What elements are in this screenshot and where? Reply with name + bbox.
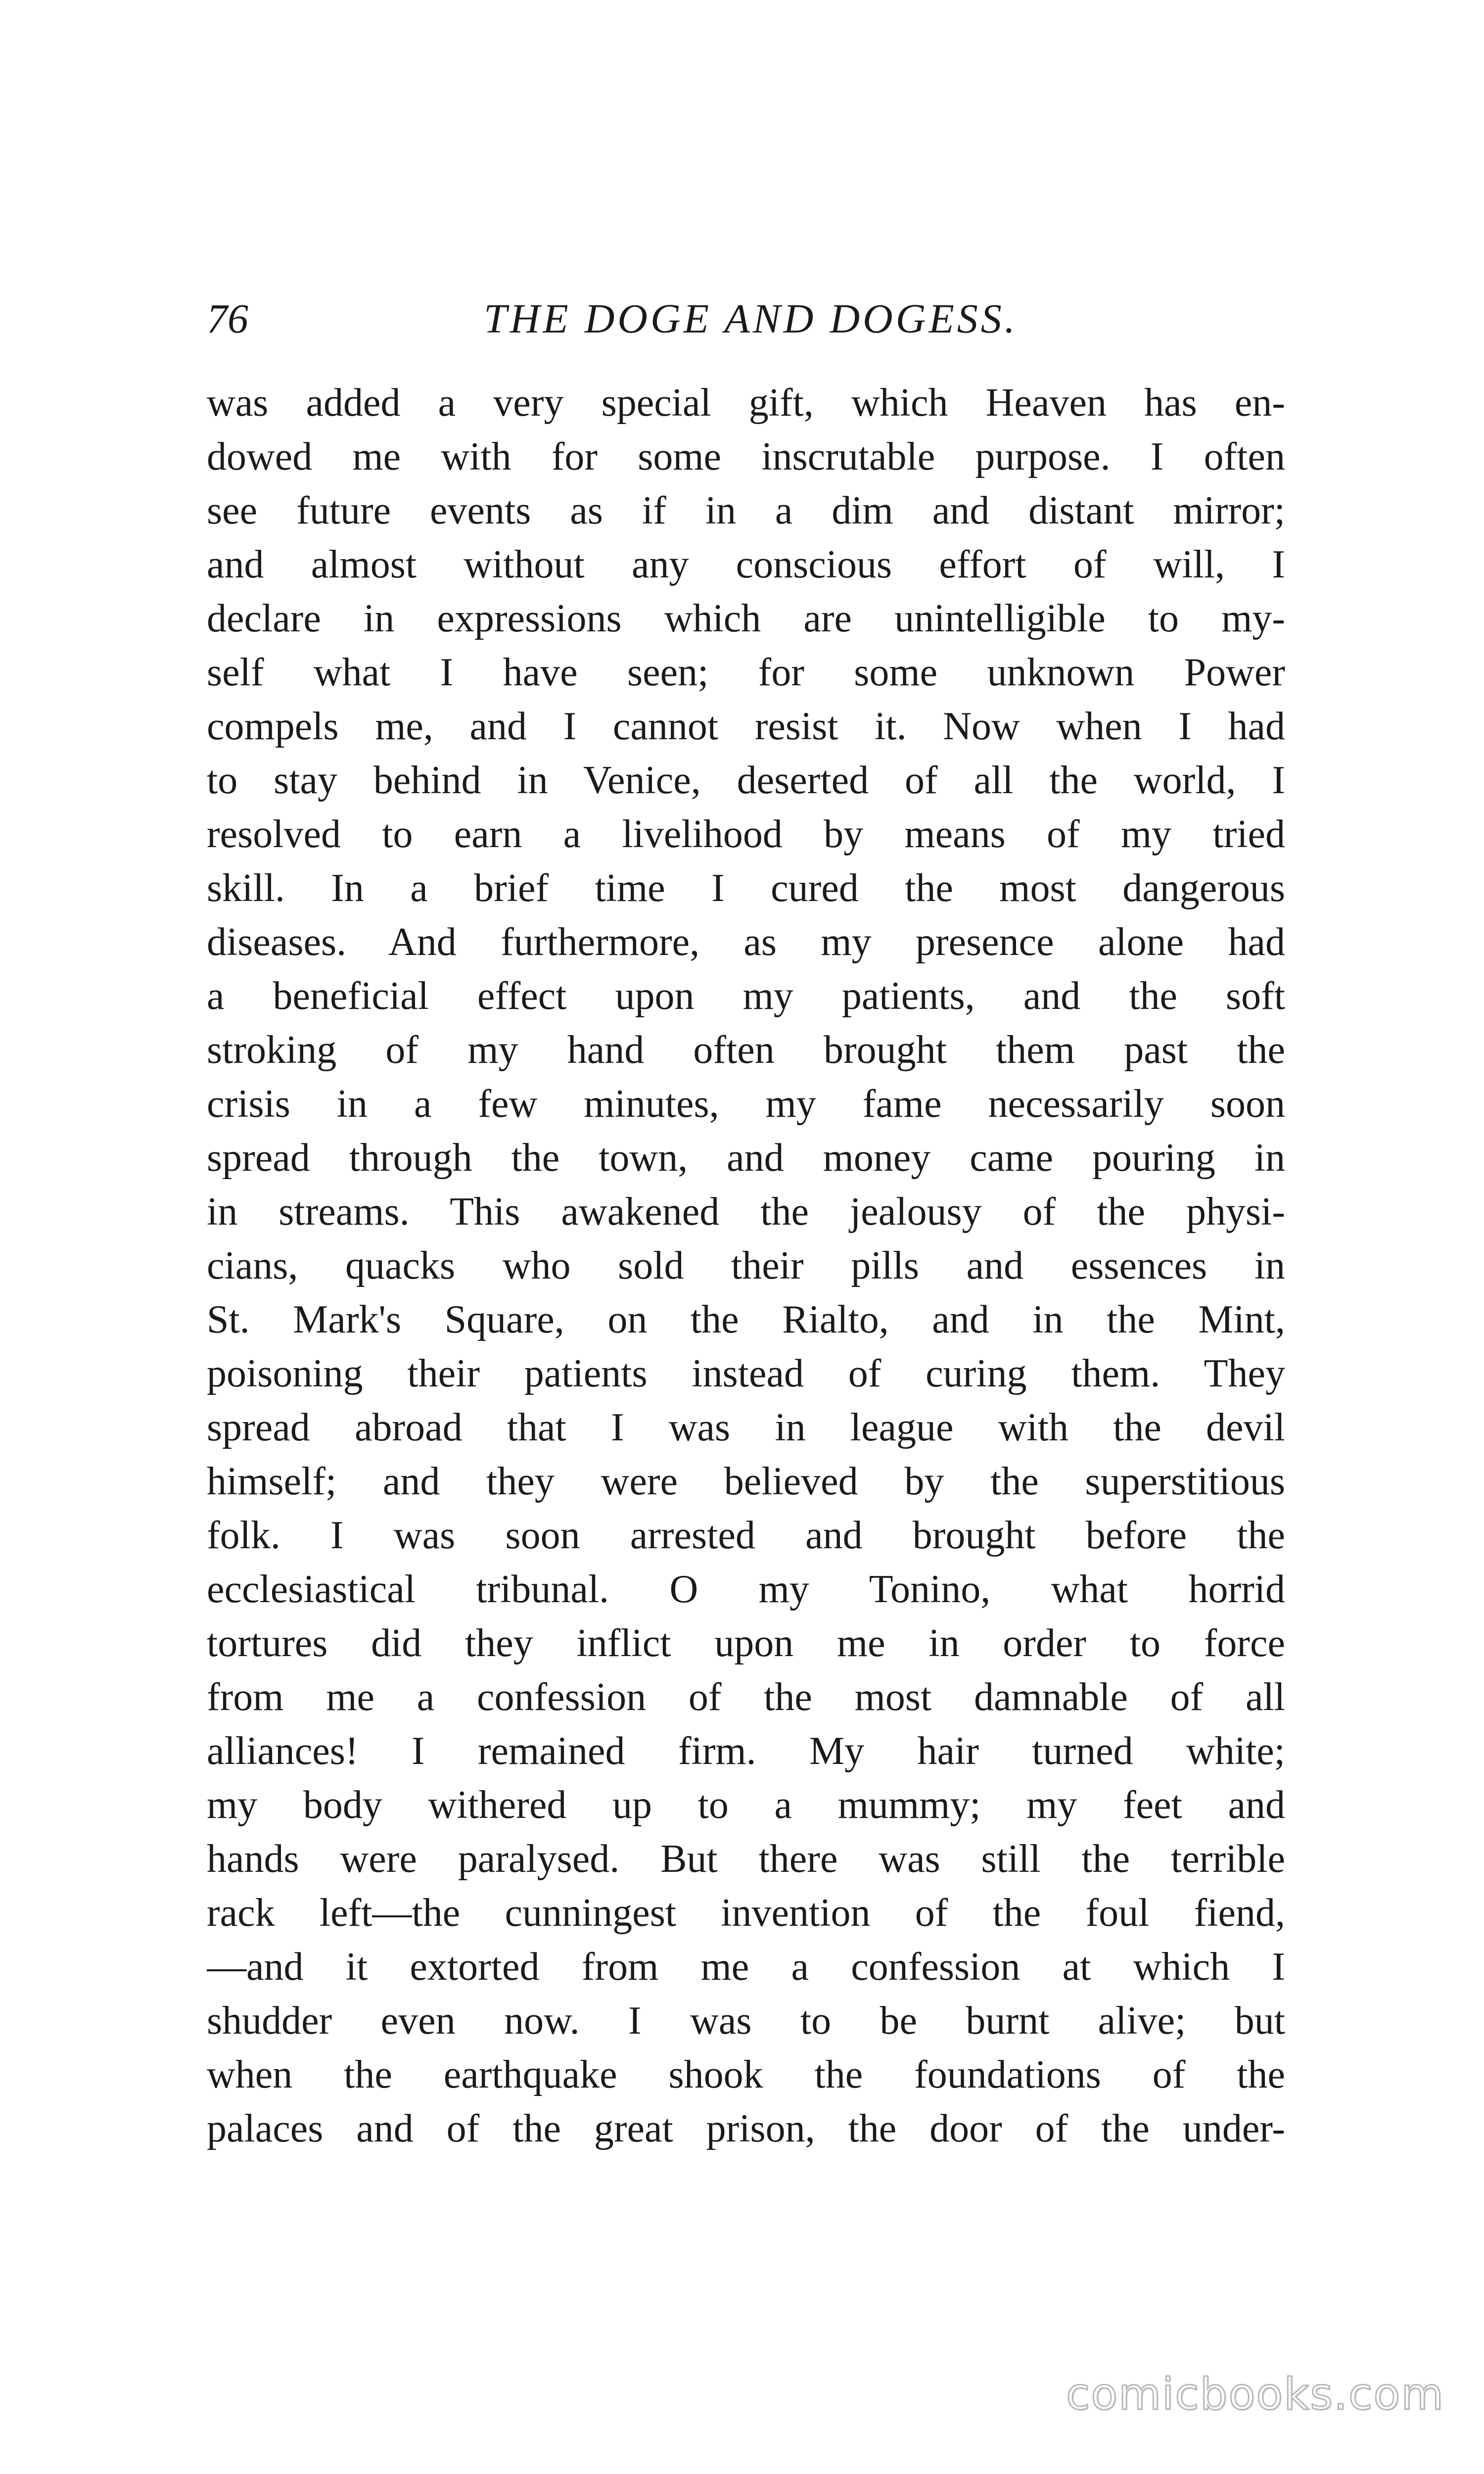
text-line: St. Mark's Square, on the Rialto, and in the Mint, bbox=[207, 1298, 1285, 1341]
text-line: diseases. And furthermore, as my presence alone had bbox=[207, 920, 1285, 964]
text-line: in streams. This awakened the jealousy of the physi- bbox=[207, 1190, 1285, 1234]
text-line: a beneficial effect upon my patients, and the soft bbox=[207, 974, 1285, 1018]
text-line: shudder even now. I was to be burnt alive; but bbox=[207, 1999, 1285, 2043]
text-line: when the earthquake shook the foundations of the bbox=[207, 2053, 1285, 2096]
body-text bbox=[207, 376, 1285, 2156]
text-line: my body withered up to a mummy; my feet and bbox=[207, 1783, 1285, 1827]
text-line: himself; and they were believed by the superstitious bbox=[207, 1460, 1285, 1503]
text-line: dowed me with for some inscrutable purpose. I often bbox=[207, 435, 1285, 478]
text-line: resolved to earn a livelihood by means of my tried bbox=[207, 812, 1285, 856]
text-line: see future events as if in a dim and distant mirror; bbox=[207, 489, 1285, 532]
text-line: skill. In a brief time I cured the most dangerous bbox=[207, 866, 1285, 910]
text-line: stroking of my hand often brought them past the bbox=[207, 1028, 1285, 1072]
text-line: poisoning their patients instead of curing them. They bbox=[207, 1352, 1285, 1395]
text-line: declare in expressions which are unintelligible to my- bbox=[207, 597, 1285, 640]
text-line: crisis in a few minutes, my fame necessarily soon bbox=[207, 1082, 1285, 1126]
text-line: rack left—the cunningest invention of the foul fiend, bbox=[207, 1891, 1285, 1935]
text-line: —and it extorted from me a confession at which I bbox=[207, 1945, 1285, 1989]
text-line: to stay behind in Venice, deserted of all the world, I bbox=[207, 759, 1285, 802]
text-line: and almost without any conscious effort of will, I bbox=[207, 543, 1285, 586]
text-line: spread through the town, and money came pouring in bbox=[207, 1136, 1285, 1180]
text-line: self what I have seen; for some unknown Power bbox=[207, 651, 1285, 694]
text-line: ecclesiastical tribunal. O my Tonino, what horrid bbox=[207, 1568, 1285, 1611]
text-line: from me a confession of the most damnable of all bbox=[207, 1675, 1285, 1719]
text-line: hands were paralysed. But there was still the terrible bbox=[207, 1837, 1285, 1881]
text-line: cians, quacks who sold their pills and essences in bbox=[207, 1244, 1285, 1287]
text-line: tortures did they inflict upon me in order to force bbox=[207, 1621, 1285, 1665]
page-header bbox=[207, 292, 1285, 346]
text-line: spread abroad that I was in league with the devil bbox=[207, 1406, 1285, 1449]
text-line: folk. I was soon arrested and brought before the bbox=[207, 1514, 1285, 1557]
text-line: palaces and of the great prison, the door of the under- bbox=[207, 2107, 1285, 2150]
text-line: was added a very special gift, which Heaven has en- bbox=[207, 381, 1285, 425]
watermark: comicbooks.com bbox=[1066, 2369, 1444, 2420]
running-head: THE DOGE AND DOGESS. bbox=[484, 296, 1018, 342]
text-line: alliances! I remained firm. My hair turned white; bbox=[207, 1729, 1285, 1773]
page-number: 76 bbox=[207, 296, 248, 342]
text-line: compels me, and I cannot resist it. Now when I had bbox=[207, 705, 1285, 748]
